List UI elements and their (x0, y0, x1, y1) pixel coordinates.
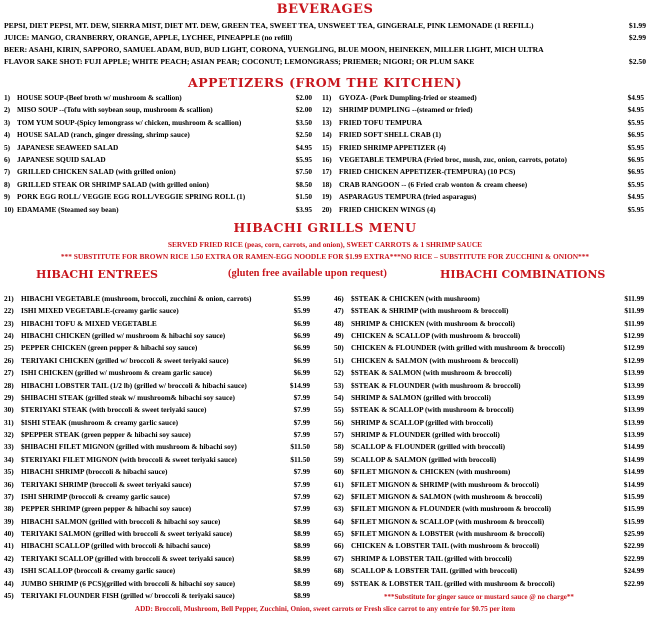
item-number: 66) (334, 541, 344, 551)
item-name: JAPANESE SEAWEED SALAD (17, 142, 119, 152)
item-number: 1) (4, 93, 11, 102)
item-number: 10) (4, 204, 14, 214)
beverage-line (4, 34, 646, 42)
appetizer-item (322, 144, 644, 151)
item-name: SCALLOP & LOBSTER TAIL (grilled with broccoli) (351, 566, 518, 576)
item-price: $7.99 (293, 479, 310, 489)
add-ons-note: ADD: Broccoli, Mushroom, Bell Pepper, Zucchini, Onion, sweet carrots or Fresh slice carrot to any entrée for $0.75 per item (134, 605, 516, 613)
item-number: 56) (334, 417, 344, 427)
combination-item (334, 580, 644, 587)
appetizer-item (4, 131, 312, 138)
item-name: $FILET MIGNON & CHICKEN (with mushroom) (351, 467, 511, 477)
item-number: 12) (322, 105, 332, 115)
item-price: $13.99 (623, 430, 644, 440)
item-name: HIBACHI SHRIMP (broccoli & hibachi sauce) (21, 467, 168, 477)
appetizer-item (4, 94, 312, 101)
item-price: $13.99 (623, 380, 644, 390)
item-price: $5.95 (295, 155, 312, 164)
item-name: PORK EGG ROLL/ VEGGIE EGG ROLL/VEGGIE SPRING ROLL (1) (17, 192, 246, 202)
item-number: 7) (4, 167, 11, 177)
item-number: 36) (4, 479, 14, 489)
appetizer-item (322, 181, 644, 188)
entree-item (4, 493, 310, 500)
item-number: 40) (4, 529, 14, 539)
item-price: $7.99 (293, 405, 310, 415)
item-name: CHICKEN & LOBSTER TAIL (with mushroom & broccoli) (351, 541, 540, 551)
item-number: 25) (4, 343, 14, 353)
item-price: $6.99 (293, 368, 310, 378)
item-price: $7.99 (293, 430, 310, 440)
item-name: PEPPER SHRIMP (green pepper & hibachi soy sauce) (21, 504, 192, 514)
item-number: 23) (4, 318, 14, 328)
item-name: TERIYAKI FLOUNDER FISH (grilled w/ broccoli & teriyaki sauce) (21, 590, 235, 600)
item-number: 15) (322, 142, 332, 152)
item-name: SHRIMP & LOBSTER TAIL (grilled with broccoli) (351, 553, 512, 563)
hibachi-served-note: SERVED FRIED RICE (peas, corn, carrots, and onion), SWEET CARROTS & 1 SHRIMP SAUCE (167, 240, 483, 249)
entree-item (4, 530, 310, 537)
item-price: $3.50 (295, 117, 312, 127)
item-price: $3.95 (295, 204, 312, 214)
beverage-text: PEPSI, DIET PEPSI, MT. DEW, SIERRA MIST, DIET MT. DEW, GREEN TEA, SWEET TEA, UNSWEET TEA, GINGERALE, PINK LEMONADE (1 REFILL) (4, 21, 534, 30)
item-price: $2.00 (295, 105, 312, 115)
item-name: TERIYAKI SHRIMP (broccoli & sweet teriyaki sauce) (21, 479, 192, 489)
item-number: 37) (4, 491, 14, 501)
entree-item (4, 468, 310, 475)
item-name: HOUSE SOUP-(Beef broth w/ mushroom & scallion) (17, 93, 182, 102)
appetizer-item (322, 193, 644, 200)
beverage-price: $2.99 (628, 33, 646, 42)
item-number: 48) (334, 318, 344, 328)
beverage-text: JUICE: MANGO, CRANBERRY, ORANGE, APPLE, LYCHEE, PINEAPPLE (no refill) (4, 33, 293, 42)
item-name: $TERIYAKI STEAK (with broccoli & sweet teriyaki sauce) (21, 405, 207, 415)
item-number: 9) (4, 192, 11, 202)
item-price: $22.99 (623, 541, 644, 551)
item-name: $FILET MIGNON & FLOUNDER (with mushroom & broccoli) (351, 504, 552, 514)
sauce-substitute-note: ***Substitute for ginger sauce or mustard sauce @ no charge** (384, 593, 574, 601)
appetizer-item (322, 131, 644, 138)
combination-item (334, 394, 644, 401)
item-price: $8.99 (293, 590, 310, 600)
combination-item (334, 419, 644, 426)
item-number: 58) (334, 442, 344, 452)
item-price: $5.99 (293, 294, 310, 303)
beverage-line (4, 46, 646, 54)
item-price: $7.99 (293, 467, 310, 477)
appetizer-item (322, 156, 644, 163)
combination-item (334, 518, 644, 525)
appetizer-item (322, 119, 644, 126)
item-number: 30) (4, 405, 14, 415)
item-number: 54) (334, 392, 344, 402)
item-name: $PEPPER STEAK (green pepper & hibachi soy sauce) (21, 430, 191, 440)
combination-item (334, 332, 644, 339)
item-price: $15.99 (623, 516, 644, 526)
item-number: 18) (322, 179, 332, 189)
appetizer-item (4, 193, 312, 200)
item-price: $8.99 (293, 516, 310, 526)
item-name: SHRIMP & SCALLOP (grilled with broccoli) (351, 417, 493, 427)
item-price: $12.99 (623, 343, 644, 353)
hibachi-substitute-note: *** SUBSTITUTE FOR BROWN RICE 1.50 EXTRA OR RAMEN-EGG NOODLE FOR $1.99 EXTRA***NO RICE – SUBSTITUTE FOR ZUCCHINI & ONION*** (60, 252, 590, 261)
item-name: FRIED CHICKEN WINGS (4) (339, 204, 436, 214)
item-name: $STEAK & SHRIMP (with mushroom & broccoli) (351, 306, 509, 316)
item-price: $11.99 (624, 294, 644, 303)
item-number: 57) (334, 430, 344, 440)
item-number: 51) (334, 355, 344, 365)
item-price: $7.50 (295, 167, 312, 177)
item-name: TERIYAKI CHICKEN (grilled w/ broccoli & sweet teriyaki sauce) (21, 355, 229, 365)
combination-item (334, 307, 644, 314)
item-number: 13) (322, 117, 332, 127)
entree-item (4, 332, 310, 339)
item-price: $13.99 (623, 392, 644, 402)
item-number: 19) (322, 192, 332, 202)
item-number: 50) (334, 343, 344, 353)
item-price: $2.00 (295, 93, 312, 102)
item-name: SCALLOP & SALMON (grilled with broccoli) (351, 454, 497, 464)
item-number: 53) (334, 380, 344, 390)
item-number: 63) (334, 504, 344, 514)
item-number: 39) (4, 516, 14, 526)
item-number: 62) (334, 491, 344, 501)
item-price: $1.50 (295, 192, 312, 202)
item-name: $FILET MIGNON & SALMON (with mushroom & broccoli) (351, 491, 543, 501)
item-number: 3) (4, 117, 11, 127)
item-number: 32) (4, 430, 14, 440)
hibachi-combinations-title: HIBACHI COMBINATIONS (440, 268, 606, 281)
item-name: ISHI SHRIMP (broccoli & creamy garlic sauce) (21, 491, 170, 501)
item-price: $13.99 (623, 368, 644, 378)
item-name: CHICKEN & FLOUNDER (with grilled with mushroom & broccoli) (351, 343, 565, 353)
item-number: 68) (334, 566, 344, 576)
item-name: $STEAK & SALMON (with mushroom & broccoli) (351, 368, 512, 378)
item-price: $8.50 (295, 179, 312, 189)
appetizer-item (4, 144, 312, 151)
item-price: $7.99 (293, 504, 310, 514)
item-price: $15.99 (623, 504, 644, 514)
item-name: TERIYAKI SCALLOP (grilled with broccoli & sweet teriyaki sauce) (21, 553, 235, 563)
item-name: GYOZA- (Pork Dumpling-fried or steamed) (339, 93, 477, 102)
item-price: $6.95 (627, 167, 644, 177)
item-number: 52) (334, 368, 344, 378)
entree-item (4, 592, 310, 599)
entree-item (4, 406, 310, 413)
item-name: $FILET MIGNON & LOBSTER (with mushroom & broccoli) (351, 529, 545, 539)
entree-item (4, 369, 310, 376)
item-price: $6.99 (293, 355, 310, 365)
beverage-price: $1.99 (628, 21, 646, 30)
entree-item (4, 542, 310, 549)
item-price: $6.99 (293, 343, 310, 353)
item-price: $6.99 (293, 331, 310, 341)
entree-item (4, 307, 310, 314)
item-price: $5.95 (627, 142, 644, 152)
item-name: HIBACHI LOBSTER TAIL (1/2 lb) (grilled w/ broccoli & hibachi sauce) (21, 380, 247, 390)
item-name: EDAMAME (Steamed soy bean) (17, 204, 119, 214)
combination-item (334, 505, 644, 512)
item-name: VEGETABLE TEMPURA (Fried broc, mush, zuc, onion, carrots, potato) (339, 155, 567, 164)
item-number: 42) (4, 553, 14, 563)
item-number: 47) (334, 306, 344, 316)
beverage-text: BEER: ASAHI, KIRIN, SAPPORO, SAMUEL ADAM, BUD, BUD LIGHT, CORONA, YUENGLING, BLUE MOON, HEINEKEN, MILLER LIGHT, MICH ULTRA (4, 45, 544, 54)
item-price: $7.99 (293, 491, 310, 501)
item-name: ISHI MIXED VEGETABLE-(creamy garlic sauce) (21, 306, 179, 316)
combination-item (334, 431, 644, 438)
item-number: 29) (4, 392, 14, 402)
item-number: 27) (4, 368, 14, 378)
item-name: $STEAK & SCALLOP (with mushroom & broccoli) (351, 405, 514, 415)
item-name: $TERIYAKI FILET MIGNON (with broccoli & sweet teriyaki sauce) (21, 454, 237, 464)
appetizer-item (322, 106, 644, 113)
item-number: 16) (322, 155, 332, 164)
item-number: 31) (4, 417, 14, 427)
item-name: ISHI SCALLOP (broccoli & creamy garlic sauce) (21, 566, 176, 576)
gluten-free-note: (gluten free available upon request) (228, 268, 387, 279)
item-name: CRAB RANGOON -- (6 Fried crab wonton & cream cheese) (339, 179, 528, 189)
item-number: 33) (4, 442, 14, 452)
entree-item (4, 456, 310, 463)
item-name: JAPANESE SQUID SALAD (17, 155, 106, 164)
entree-item (4, 431, 310, 438)
entree-item (4, 443, 310, 450)
item-name: $HIBACHI STEAK (grilled steak w/ mushroom& hibachi soy sauce) (21, 392, 235, 402)
item-name: FRIED SOFT SHELL CRAB (1) (339, 130, 442, 140)
item-price: $11.50 (290, 442, 310, 452)
entree-item (4, 344, 310, 351)
item-number: 2) (4, 105, 11, 115)
entree-item (4, 394, 310, 401)
item-number: 67) (334, 553, 344, 563)
item-name: JUMBO SHRIMP (6 PCS)(grilled with broccoli & hibachi soy sauce) (21, 578, 236, 588)
entree-item (4, 419, 310, 426)
item-number: 4) (4, 130, 11, 140)
item-name: FRIED TOFU TEMPURA (339, 117, 423, 127)
item-name: SHRIMP DUMPLING --(steamed or fried) (339, 105, 473, 115)
item-price: $14.99 (623, 442, 644, 452)
item-number: 59) (334, 454, 344, 464)
item-price: $7.99 (293, 417, 310, 427)
combination-item (334, 567, 644, 574)
item-price: $2.50 (295, 130, 312, 140)
combination-item (334, 320, 644, 327)
entree-item (4, 518, 310, 525)
hibachi-entrees-title: HIBACHI ENTREES (36, 268, 158, 281)
item-name: $STEAK & FLOUNDER (with mushroom & broccoli) (351, 380, 521, 390)
item-number: 69) (334, 578, 344, 588)
beverage-line (4, 22, 646, 30)
item-number: 64) (334, 516, 344, 526)
item-price: $8.99 (293, 529, 310, 539)
item-number: 20) (322, 204, 332, 214)
item-number: 6) (4, 155, 11, 164)
item-name: HOUSE SALAD (ranch, ginger dressing, shrimp sauce) (17, 130, 190, 140)
combination-item (334, 555, 644, 562)
item-number: 43) (4, 566, 14, 576)
item-number: 28) (4, 380, 14, 390)
item-name: CHICKEN & SCALLOP (with mushroom & broccoli) (351, 331, 521, 341)
entree-item (4, 295, 310, 302)
item-number: 21) (4, 294, 14, 303)
item-name: HIBACHI VEGETABLE (mushroom, broccoli, zucchini & onion, carrots) (21, 294, 252, 303)
item-price: $7.99 (293, 392, 310, 402)
beverages-title: BEVERAGES (276, 2, 374, 17)
item-name: $ISHI STEAK (mushroom & creamy garlic sauce) (21, 417, 179, 427)
item-price: $14.99 (623, 454, 644, 464)
item-name: FRIED SHRIMP APPETIZER (4) (339, 142, 446, 152)
item-number: 24) (4, 331, 14, 341)
item-name: $FILET MIGNON & SHRIMP (with mushroom & broccoli) (351, 479, 539, 489)
item-number: 45) (4, 590, 14, 600)
item-price: $11.99 (624, 306, 644, 316)
item-name: ISHI CHICKEN (grilled w/ mushroom & cream garlic sauce) (21, 368, 213, 378)
item-price: $14.99 (623, 479, 644, 489)
item-price: $15.99 (623, 491, 644, 501)
item-price: $5.95 (627, 117, 644, 127)
entree-item (4, 382, 310, 389)
item-number: 61) (334, 479, 344, 489)
entree-item (4, 320, 310, 327)
item-price: $24.99 (623, 566, 644, 576)
entree-item (4, 580, 310, 587)
item-price: $11.50 (290, 454, 310, 464)
item-name: GRILLED STEAK OR SHRIMP SALAD (with grilled onion) (17, 179, 209, 189)
item-number: 17) (322, 167, 332, 177)
item-name: $STEAK & LOBSTER TAIL (grilled with mushroom & broccoli) (351, 578, 555, 588)
entree-item (4, 505, 310, 512)
combination-item (334, 493, 644, 500)
item-number: 60) (334, 467, 344, 477)
item-name: PEPPER CHICKEN (green pepper & hibachi soy sauce) (21, 343, 198, 353)
item-name: FRIED CHICKEN APPETIZER-(TEMPURA) (10 PCS) (339, 167, 516, 177)
item-number: 8) (4, 179, 11, 189)
item-number: 26) (4, 355, 14, 365)
item-number: 14) (322, 130, 332, 140)
item-number: 55) (334, 405, 344, 415)
item-name: SCALLOP & FLOUNDER (grilled with broccoli) (351, 442, 506, 452)
item-price: $8.99 (293, 566, 310, 576)
appetizer-item (322, 206, 644, 213)
appetizer-item (4, 156, 312, 163)
item-number: 65) (334, 529, 344, 539)
item-price: $12.99 (623, 355, 644, 365)
combination-item (334, 357, 644, 364)
item-price: $4.95 (295, 142, 312, 152)
item-price: $5.99 (293, 306, 310, 316)
appetizer-item (322, 94, 644, 101)
item-name: HIBACHI SALMON (grilled with broccoli & hibachi soy sauce) (21, 516, 221, 526)
item-name: TERIYAKI SALMON (grilled with broccoli & sweet teriyaki sauce) (21, 529, 233, 539)
item-price: $4.95 (627, 93, 644, 102)
item-number: 44) (4, 578, 14, 588)
combination-item (334, 468, 644, 475)
combination-item (334, 481, 644, 488)
item-price: $8.99 (293, 553, 310, 563)
item-number: 11) (322, 93, 332, 102)
item-price: $11.99 (624, 318, 644, 328)
item-name: HIBACHI SCALLOP (grilled with broccoli & hibachi sauce) (21, 541, 211, 551)
item-price: $6.95 (627, 155, 644, 164)
item-name: HIBACHI CHICKEN (grilled w/ mushroom & hibachi soy sauce) (21, 331, 226, 341)
item-price: $8.99 (293, 578, 310, 588)
combination-item (334, 443, 644, 450)
beverage-text: FLAVOR SAKE SHOT: FUJI APPLE; WHITE PEACH; ASIAN PEAR; COCONUT; LEMONGRASS; PRIEMER; NIGORI; OR PLUM SAKE (4, 57, 475, 66)
hibachi-title: HIBACHI GRILLS MENU (233, 220, 417, 235)
entree-item (4, 567, 310, 574)
item-name: SHRIMP & SALMON (grilled with broccoli) (351, 392, 491, 402)
entree-item (4, 357, 310, 364)
combination-item (334, 344, 644, 351)
item-number: 34) (4, 454, 14, 464)
item-number: 35) (4, 467, 14, 477)
item-price: $13.99 (623, 405, 644, 415)
combination-item (334, 456, 644, 463)
appetizer-item (4, 206, 312, 213)
item-price: $6.95 (627, 130, 644, 140)
item-price: $12.99 (623, 331, 644, 341)
combination-item (334, 530, 644, 537)
item-price: $5.95 (627, 179, 644, 189)
item-name: TOM YUM SOUP-(Spicy lemongrass w/ chicken, mushroom & scallion) (17, 117, 242, 127)
item-number: 22) (4, 306, 14, 316)
appetizer-item (322, 168, 644, 175)
item-number: 5) (4, 142, 11, 152)
entree-item (4, 481, 310, 488)
appetizer-item (4, 119, 312, 126)
item-price: $13.99 (623, 417, 644, 427)
combination-item (334, 382, 644, 389)
item-name: SHRIMP & CHICKEN (with mushroom & broccoli) (351, 318, 515, 328)
item-number: 46) (334, 294, 344, 303)
item-name: HIBACHI TOFU & MIXED VEGETABLE (21, 318, 157, 328)
item-price: $4.95 (627, 105, 644, 115)
item-price: $14.99 (623, 467, 644, 477)
item-name: $STEAK & CHICKEN (with mushroom) (351, 294, 480, 303)
combination-item (334, 369, 644, 376)
appetizer-item (4, 181, 312, 188)
item-number: 49) (334, 331, 344, 341)
item-price: $4.95 (627, 192, 644, 202)
item-price: $22.99 (623, 578, 644, 588)
item-price: $5.95 (627, 204, 644, 214)
item-name: SHRIMP & FLOUNDER (grilled with broccoli) (351, 430, 500, 440)
item-name: MISO SOUP --(Tofu with soybean soup, mushroom & scallion) (17, 105, 213, 115)
item-name: GRILLED CHICKEN SALAD (with grilled onion) (17, 167, 176, 177)
appetizer-item (4, 106, 312, 113)
appetizers-title: APPETIZERS (FROM THE KITCHEN) (188, 75, 462, 90)
item-price: $22.99 (623, 553, 644, 563)
combination-item (334, 406, 644, 413)
item-price: $6.99 (293, 318, 310, 328)
beverage-line (4, 58, 646, 66)
item-name: CHICKEN & SALMON (with mushroom & broccoli) (351, 355, 519, 365)
item-name: $FILET MIGNON & SCALLOP (with mushroom & broccoli) (351, 516, 545, 526)
item-price: $14.99 (289, 380, 310, 390)
combination-item (334, 542, 644, 549)
appetizer-item (4, 168, 312, 175)
beverage-price: $2.50 (628, 57, 646, 66)
item-price: $25.99 (623, 529, 644, 539)
item-number: 41) (4, 541, 14, 551)
entree-item (4, 555, 310, 562)
item-name: $HIBACHI FILET MIGNON (grilled with mushroom & hibachi soy) (21, 442, 237, 452)
item-number: 38) (4, 504, 14, 514)
item-name: ASPARAGUS TEMPURA (fried asparagus) (339, 192, 477, 202)
item-price: $8.99 (293, 541, 310, 551)
combination-item (334, 295, 644, 302)
